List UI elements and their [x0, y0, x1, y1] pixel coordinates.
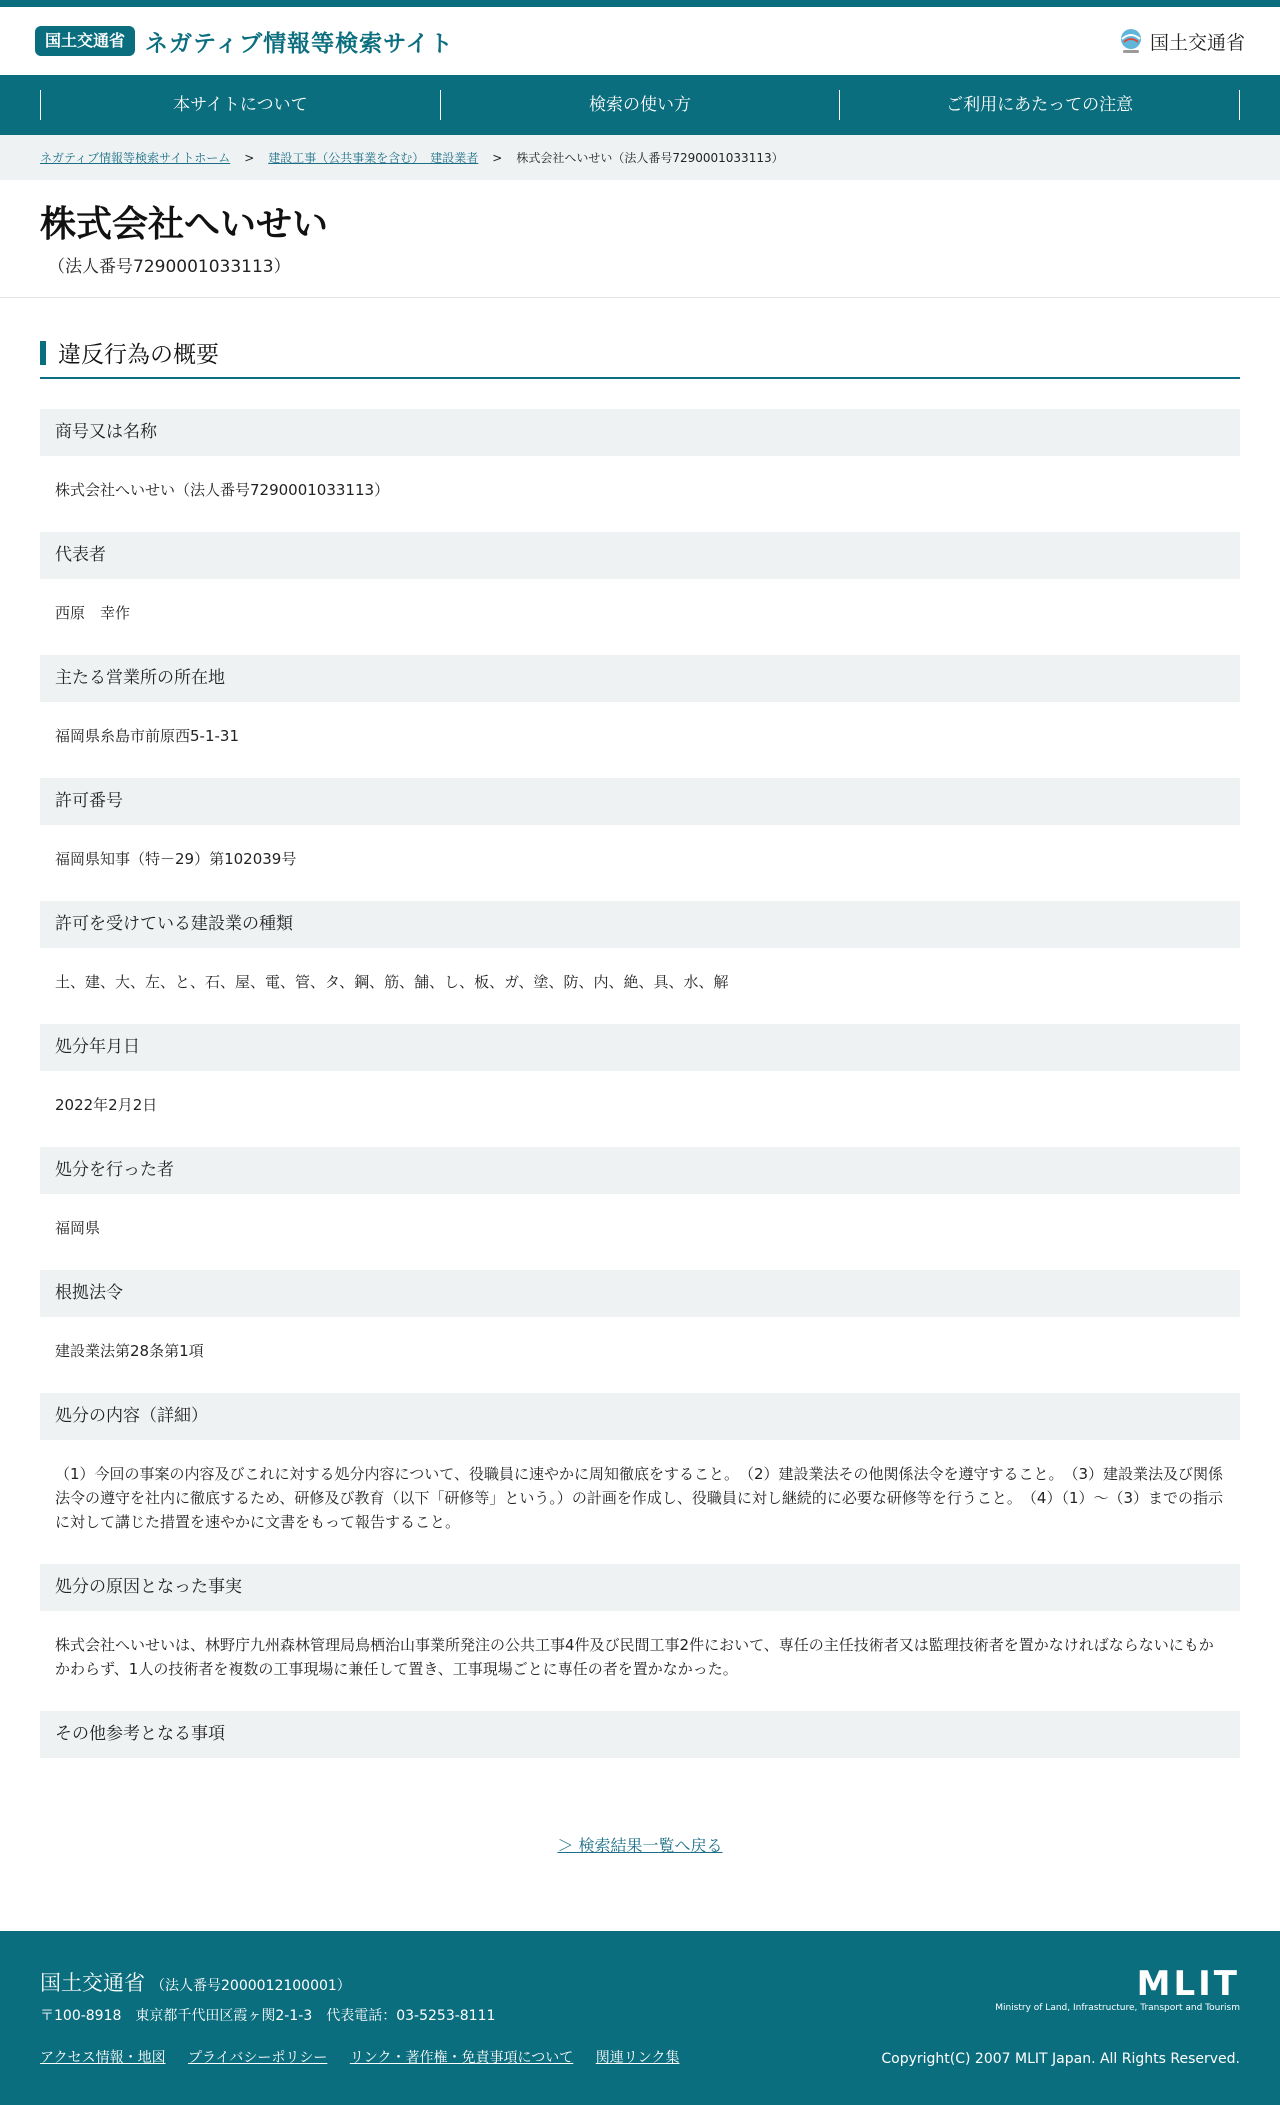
corporate-number: （法人番号7290001033113）: [48, 257, 291, 277]
heading-accent-bar: [40, 341, 46, 365]
field-value: 福岡県: [55, 1219, 101, 1237]
footer-link-access[interactable]: アクセス情報・地図: [40, 2050, 166, 2066]
footer-ministry: [40, 1967, 697, 1997]
copyright: Copyright(C) 2007 MLIT Japan. All Rights Reserved.: [881, 2051, 1240, 2067]
field-value: 福岡県知事（特－29）第102039号: [55, 850, 297, 868]
back-to-results-link[interactable]: ＞ 検索結果一覧へ戻る: [557, 1836, 723, 1855]
field-other-notes: [40, 1711, 1240, 1758]
breadcrumb-separator: >: [244, 150, 255, 165]
field-value: 西原 幸作: [55, 604, 131, 622]
field-legal-basis: [40, 1270, 1240, 1363]
ministry-logo[interactable]: [1118, 27, 1245, 55]
field-label: 商号又は名称: [40, 409, 1240, 456]
violation-detail-list: [40, 409, 1240, 1758]
page-title: 株式会社へいせい: [40, 204, 329, 245]
field-label: 処分の内容（詳細）: [40, 1393, 1240, 1440]
nav-how-to-search[interactable]: 検索の使い方: [440, 90, 840, 120]
mlit-logo-subtitle: Ministry of Land, Infrastructure, Transport and Tourism: [995, 2003, 1240, 2013]
back-link-container: [40, 1833, 1240, 1856]
field-disposing-authority: [40, 1147, 1240, 1240]
site-title: ネガティブ情報等検索サイト: [145, 30, 454, 57]
field-value: 建設業法第28条第1項: [55, 1342, 204, 1360]
mlit-logo-mark: MLIT: [1136, 1964, 1240, 2004]
footer-address: 〒100-8918 東京都千代田区霞ヶ関2-1-3 代表電話：03-5253-8111: [40, 2008, 496, 2024]
footer-ministry-name: 国土交通省: [40, 1971, 145, 1995]
field-value: 2022年2月2日: [55, 1096, 158, 1114]
field-disposition-date: [40, 1024, 1240, 1117]
field-value: 株式会社へいせいは、林野庁九州森林管理局鳥栖治山事業所発注の公共工事4件及び民間工事2件において、専任の主任技術者又は監理技術者を置かなければならないにもかかわらず、1人の技術者を複数の工事現場に兼任して置き、工事現場ごとに専任の者を置かなかった。: [55, 1636, 1214, 1678]
nav-about[interactable]: 本サイトについて: [40, 90, 440, 120]
section-title: 違反行為の概要: [58, 342, 219, 368]
footer-corp-number: （法人番号2000012100001）: [151, 1978, 351, 1994]
nav-usage-notes[interactable]: ご利用にあたっての注意: [839, 90, 1240, 120]
breadcrumb-separator: >: [492, 150, 503, 165]
field-label: 根拠法令: [40, 1270, 1240, 1317]
ministry-emblem-icon: [1118, 27, 1144, 55]
field-label: 許可番号: [40, 778, 1240, 825]
footer-links: [40, 2047, 697, 2067]
field-representative: [40, 532, 1240, 625]
top-accent-bar: [0, 0, 1280, 7]
field-license-number: [40, 778, 1240, 871]
field-value: 福岡県糸島市前原西5-1-31: [55, 727, 239, 745]
field-disposition-details: [40, 1393, 1240, 1534]
site-footer: [0, 1931, 1280, 2105]
footer-info: [40, 1967, 697, 2067]
mlit-logo: [995, 1964, 1240, 2013]
breadcrumb-category-link[interactable]: 建設工事（公共事業を含む） 建設業者: [268, 151, 479, 165]
site-brand[interactable]: [35, 25, 454, 58]
field-value: （1）今回の事案の内容及びこれに対する処分内容について、役職員に速やかに周知徹底をすること。 （2）建設業法その他関係法令を遵守すること。 （3）建設業法及び関係法令の遵守を社内に徹底するため、研修及び教育（以下「研修等」という。）の計画を作成し、役職員に対し継続的に必要な研修等を行うこと。 （4）（1）～（3）までの指示に対して講じた措置を速やかに文書をもって報告すること。: [55, 1465, 1224, 1531]
field-label: 代表者: [40, 532, 1240, 579]
field-license-types: [40, 901, 1240, 994]
page-title-block: [0, 180, 1280, 298]
main-content: [0, 336, 1280, 1856]
field-value: 株式会社へいせい（法人番号7290001033113）: [55, 481, 390, 499]
field-label: 処分年月日: [40, 1024, 1240, 1071]
footer-link-privacy[interactable]: プライバシーポリシー: [188, 2050, 328, 2066]
field-label: 許可を受けている建設業の種類: [40, 901, 1240, 948]
footer-right: [881, 1964, 1240, 2067]
breadcrumb-current: 株式会社へいせい（法人番号7290001033113）: [516, 151, 784, 165]
footer-link-related[interactable]: 関連リンク集: [595, 2050, 680, 2066]
field-label: 処分の原因となった事実: [40, 1564, 1240, 1611]
ministry-logo-text: 国土交通省: [1149, 31, 1245, 54]
field-main-office: [40, 655, 1240, 748]
ministry-badge: 国土交通省: [35, 26, 135, 56]
field-trade-name: [40, 409, 1240, 502]
field-label: 処分を行った者: [40, 1147, 1240, 1194]
main-nav: [0, 75, 1280, 135]
field-label: 主たる営業所の所在地: [40, 655, 1240, 702]
field-value: 土、建、大、左、と、石、屋、電、管、タ、鋼、筋、舗、し、板、ガ、塗、防、内、絶、具、水、解: [55, 973, 729, 991]
field-cause-facts: [40, 1564, 1240, 1681]
footer-link-copyright[interactable]: リンク・著作権・免責事項について: [349, 2050, 574, 2066]
breadcrumb-home-link[interactable]: ネガティブ情報等検索サイトホーム: [40, 151, 231, 165]
breadcrumb: [0, 135, 1280, 180]
field-label: その他参考となる事項: [40, 1711, 1240, 1758]
site-header: [0, 7, 1280, 75]
section-heading: [40, 336, 1240, 379]
